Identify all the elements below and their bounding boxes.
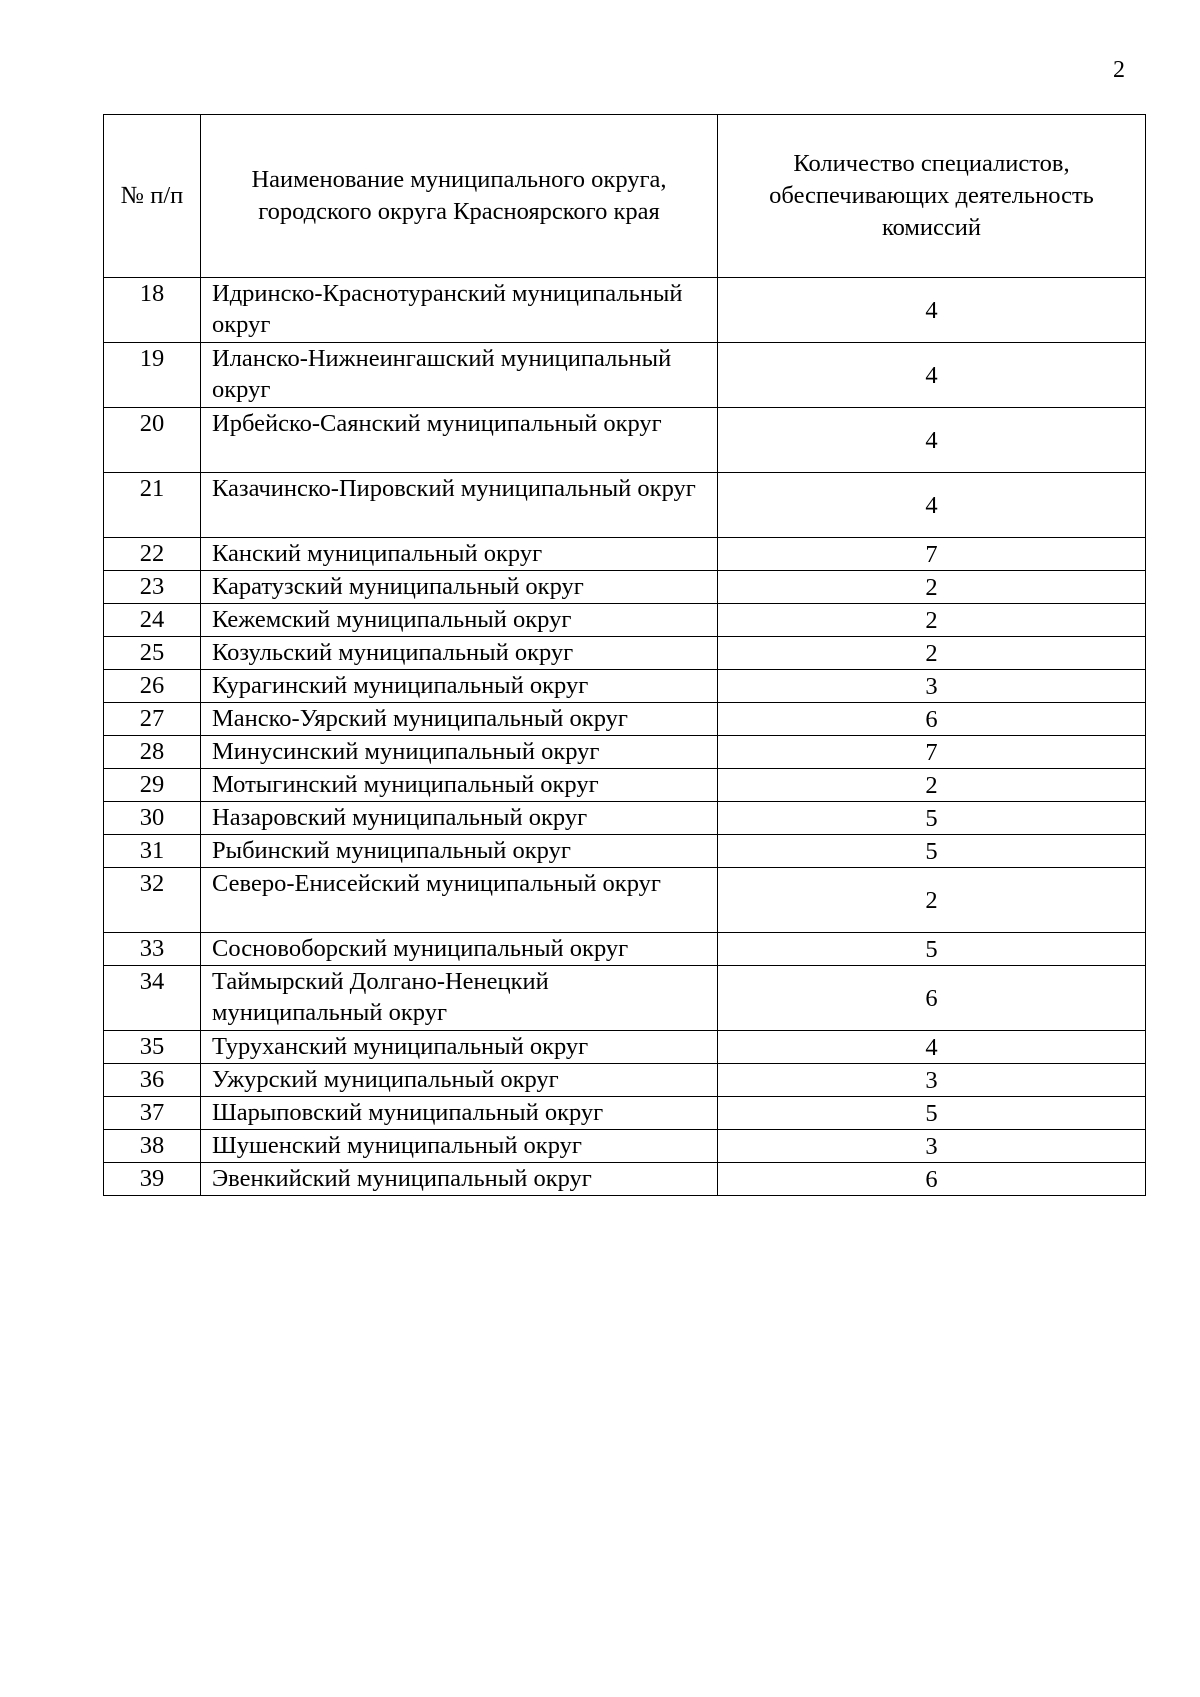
row-number: 27 — [104, 703, 201, 736]
row-number: 35 — [104, 1031, 201, 1064]
district-name: Каратузский муниципальный округ — [201, 571, 718, 604]
specialist-count: 5 — [718, 802, 1146, 835]
district-name: Эвенкийский муниципальный округ — [201, 1163, 718, 1196]
specialist-count: 5 — [718, 933, 1146, 966]
table-row — [104, 802, 1146, 835]
table-row — [104, 670, 1146, 703]
district-name: Шарыповский муниципальный округ — [201, 1097, 718, 1130]
specialist-count: 4 — [718, 1031, 1146, 1064]
district-name: Курагинский муниципальный округ — [201, 670, 718, 703]
specialist-count: 2 — [718, 571, 1146, 604]
row-number: 37 — [104, 1097, 201, 1130]
specialist-count: 2 — [718, 868, 1146, 933]
specialist-count: 4 — [718, 343, 1146, 408]
header-district-name: Наименование муниципального округа, городского округа Красноярского края — [201, 115, 718, 278]
district-name: Северо-Енисейский муниципальный округ — [201, 868, 718, 933]
district-name: Таймырский Долгано-Ненецкий муниципальный округ — [201, 966, 718, 1031]
table-row — [104, 1031, 1146, 1064]
specialist-count: 6 — [718, 703, 1146, 736]
row-number: 19 — [104, 343, 201, 408]
table-header — [104, 115, 1146, 278]
row-number: 23 — [104, 571, 201, 604]
row-number: 21 — [104, 473, 201, 538]
district-name: Идринско-Краснотуранский муниципальный округ — [201, 278, 718, 343]
table-row — [104, 408, 1146, 473]
row-number: 33 — [104, 933, 201, 966]
row-number: 20 — [104, 408, 201, 473]
specialist-count: 4 — [718, 408, 1146, 473]
specialist-count: 2 — [718, 604, 1146, 637]
specialist-count: 2 — [718, 769, 1146, 802]
district-name: Рыбинский муниципальный округ — [201, 835, 718, 868]
specialist-count: 4 — [718, 473, 1146, 538]
header-specialist-count: Количество специалистов, обеспечивающих деятельность комиссий — [718, 115, 1146, 278]
table-row — [104, 933, 1146, 966]
table-row — [104, 1130, 1146, 1163]
table-row — [104, 966, 1146, 1031]
row-number: 28 — [104, 736, 201, 769]
specialist-count: 2 — [718, 637, 1146, 670]
table-row — [104, 343, 1146, 408]
district-name: Назаровский муниципальный округ — [201, 802, 718, 835]
district-name: Канский муниципальный округ — [201, 538, 718, 571]
specialist-count: 5 — [718, 835, 1146, 868]
table-row — [104, 538, 1146, 571]
district-name: Ирбейско-Саянский муниципальный округ — [201, 408, 718, 473]
district-name: Ужурский муниципальный округ — [201, 1064, 718, 1097]
table-row — [104, 868, 1146, 933]
row-number: 34 — [104, 966, 201, 1031]
row-number: 24 — [104, 604, 201, 637]
specialist-count: 3 — [718, 670, 1146, 703]
district-name: Мотыгинский муниципальный округ — [201, 769, 718, 802]
table-row — [104, 1163, 1146, 1196]
district-name: Шушенский муниципальный округ — [201, 1130, 718, 1163]
page-number: 2 — [1113, 57, 1125, 83]
district-name: Манско-Уярский муниципальный округ — [201, 703, 718, 736]
specialist-count: 7 — [718, 538, 1146, 571]
table-row — [104, 278, 1146, 343]
row-number: 29 — [104, 769, 201, 802]
row-number: 38 — [104, 1130, 201, 1163]
district-name: Туруханский муниципальный округ — [201, 1031, 718, 1064]
district-name: Сосновоборский муниципальный округ — [201, 933, 718, 966]
row-number: 18 — [104, 278, 201, 343]
row-number: 36 — [104, 1064, 201, 1097]
table-row — [104, 1097, 1146, 1130]
row-number: 31 — [104, 835, 201, 868]
row-number: 30 — [104, 802, 201, 835]
table-row — [104, 835, 1146, 868]
specialist-count: 5 — [718, 1097, 1146, 1130]
row-number: 26 — [104, 670, 201, 703]
district-name: Козульский муниципальный округ — [201, 637, 718, 670]
table-row — [104, 703, 1146, 736]
header-row — [104, 115, 1146, 278]
specialist-count: 6 — [718, 966, 1146, 1031]
table-body — [104, 278, 1146, 1196]
header-number: № п/п — [104, 115, 201, 278]
districts-table — [103, 114, 1146, 1196]
table-row — [104, 1064, 1146, 1097]
row-number: 39 — [104, 1163, 201, 1196]
table-row — [104, 637, 1146, 670]
table-row — [104, 604, 1146, 637]
district-name: Минусинский муниципальный округ — [201, 736, 718, 769]
specialist-count: 3 — [718, 1064, 1146, 1097]
row-number: 32 — [104, 868, 201, 933]
specialist-count: 4 — [718, 278, 1146, 343]
specialist-count: 3 — [718, 1130, 1146, 1163]
table-row — [104, 769, 1146, 802]
specialist-count: 6 — [718, 1163, 1146, 1196]
district-name: Иланско-Нижнеингашский муниципальный округ — [201, 343, 718, 408]
row-number: 22 — [104, 538, 201, 571]
district-name: Кежемский муниципальный округ — [201, 604, 718, 637]
specialist-count: 7 — [718, 736, 1146, 769]
table-row — [104, 736, 1146, 769]
table-row — [104, 571, 1146, 604]
district-name: Казачинско-Пировский муниципальный округ — [201, 473, 718, 538]
row-number: 25 — [104, 637, 201, 670]
table-row — [104, 473, 1146, 538]
